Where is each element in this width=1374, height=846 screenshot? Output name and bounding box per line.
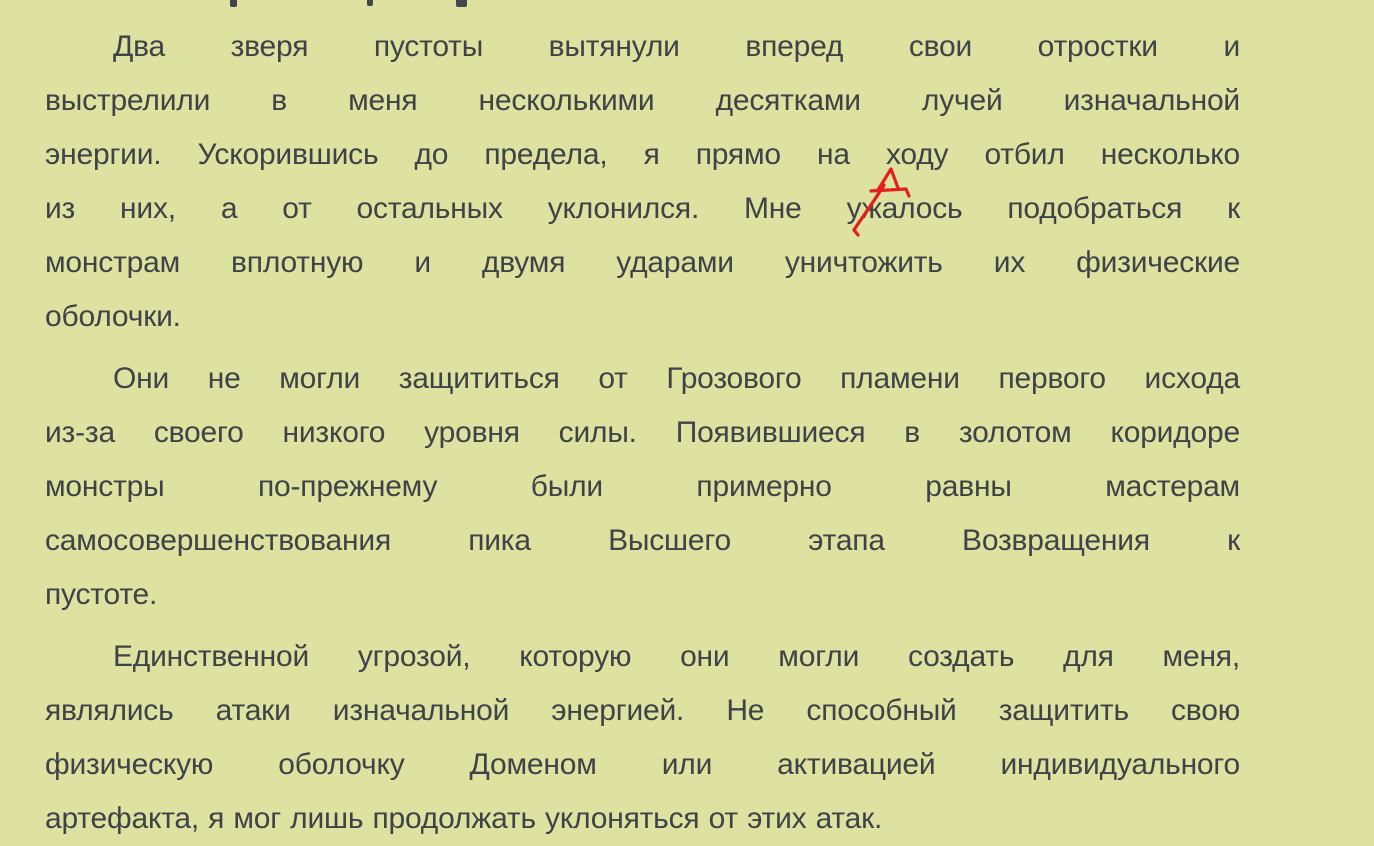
- text-line: являлись атаки изначальной энергией. Не способный защитить свою: [45, 694, 1240, 727]
- corrected-word: [847, 192, 963, 225]
- clipped-line-fragment: [456, 0, 467, 7]
- text-line: энергии. Ускорившись до предела, я прямо на ходу отбил несколько: [45, 138, 1240, 171]
- line-post-text: подобраться к: [962, 192, 1240, 225]
- text-column: [45, 20, 1240, 846]
- text-line: монстрам вплотную и двумя ударами уничтожить их физические: [45, 246, 1240, 279]
- text-line: Они не могли защититься от Грозового пламени первого исхода: [113, 362, 1240, 395]
- text-line: монстры по-прежнему были примерно равны мастерам: [45, 470, 1240, 503]
- text-line: самосовершенствования пика Высшего этапа Возвращения к: [45, 524, 1240, 557]
- paragraph-3: [45, 630, 1240, 846]
- text-line: артефакта, я мог лишь продолжать уклоняться от этих атак.: [45, 802, 883, 835]
- text-line-with-correction: [45, 182, 1240, 236]
- paragraph-2: [45, 352, 1240, 622]
- corrected-word-text: ужалось: [846, 192, 963, 225]
- text-line: Два зверя пустоты вытянули вперед свои отростки и: [113, 30, 1240, 63]
- clipped-line-fragment: [367, 0, 373, 6]
- line-pre-text: из них, а от остальных уклонился. Мне: [45, 192, 847, 225]
- text-line: Единственной угрозой, которую они могли создать для меня,: [113, 640, 1240, 673]
- text-line: оболочки.: [45, 300, 181, 333]
- text-line: выстрелили в меня несколькими десятками лучей изначальной: [45, 84, 1240, 117]
- text-line: пустоте.: [45, 578, 158, 611]
- clipped-line-fragment: [230, 0, 237, 7]
- paragraph-1: [45, 20, 1240, 344]
- text-line: физическую оболочку Доменом или активацией индивидуального: [45, 748, 1240, 781]
- text-line: из-за своего низкого уровня силы. Появившиеся в золотом коридоре: [45, 416, 1240, 449]
